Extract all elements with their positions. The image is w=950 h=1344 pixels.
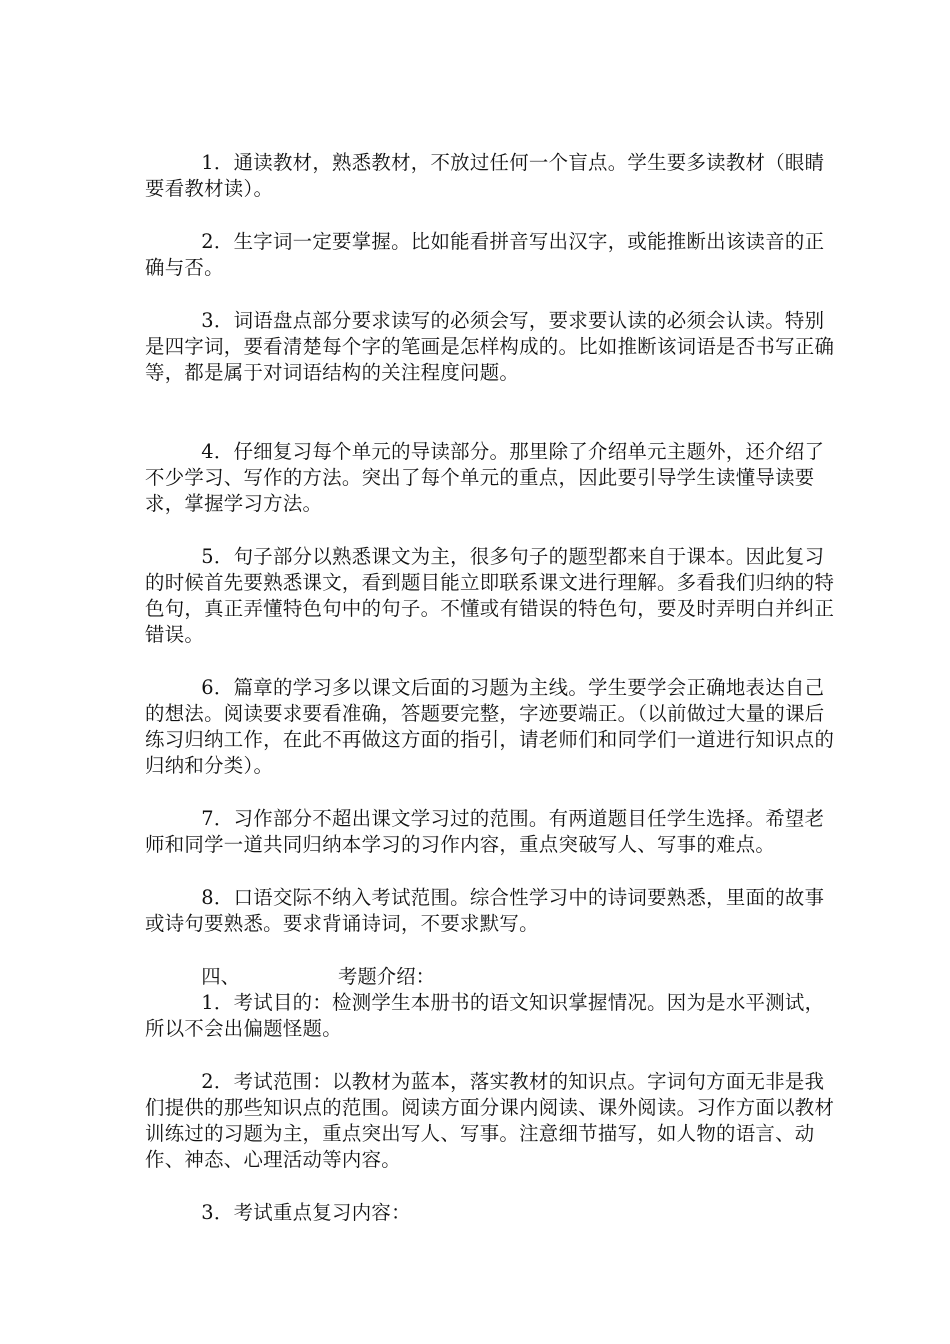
- paragraph-item-6: 6．篇章的学习多以课文后面的习题为主线。学生要学会正确地表达自己的想法。阅读要求要看准确，答题要完整，字迹要端正。（以前做过大量的课后练习归纳工作，在此不再做这方面的指引，请老师们和同学们一道进行知识点的归纳和分类）。: [145, 676, 835, 777]
- section-heading: [145, 964, 835, 990]
- exam-item-1: 1．考试目的：检测学生本册书的语文知识掌握情况。因为是水平测试，所以不会出偏题怪题。: [145, 991, 825, 1040]
- section-heading-title: 考题介绍：: [338, 965, 435, 988]
- section-heading-number: 四、: [201, 965, 241, 988]
- paragraph-item-5: 5．句子部分以熟悉课文为主，很多句子的题型都来自于课本。因此复习的时候首先要熟悉课文，看到题目能立即联系课文进行理解。多看我们归纳的特色句，真正弄懂特色句中的句子。不懂或有错误的特色句，要及时弄明白并纠正错误。: [145, 545, 835, 646]
- paragraph-item-2: 2．生字词一定要掌握。比如能看拼音写出汉字，或能推断出该读音的正确与否。: [145, 230, 825, 279]
- document-body: [145, 150, 835, 1226]
- paragraph-item-1: 1．通读教材，熟悉教材，不放过任何一个盲点。学生要多读教材（眼睛要看教材读）。: [145, 151, 825, 200]
- exam-item-2: 2．考试范围：以教材为蓝本，落实教材的知识点。字词句方面无非是我们提供的那些知识点的范围。阅读方面分课内阅读、课外阅读。习作方面以教材训练过的习题为主，重点突出写人、写事。注意细节描写，如人物的语言、动作、神态、心理活动等内容。: [145, 1070, 835, 1171]
- paragraph-item-3: 3．词语盘点部分要求读写的必须会写，要求要认读的必须会认读。特别是四字词，要看清楚每个字的笔画是怎样构成的。比如推断该词语是否书写正确等，都是属于对词语结构的关注程度问题。: [145, 309, 835, 384]
- paragraph-item-8: 8．口语交际不纳入考试范围。综合性学习中的诗词要熟悉，里面的故事或诗句要熟悉。要求背诵诗词，不要求默写。: [145, 886, 825, 935]
- exam-item-3: 3．考试重点复习内容：: [201, 1201, 411, 1224]
- paragraph-item-7: 7．习作部分不超出课文学习过的范围。有两道题目任学生选择。希望老师和同学一道共同归纳本学习的习作内容，重点突破写人、写事的难点。: [145, 807, 825, 856]
- paragraph-item-4: 4．仔细复习每个单元的导读部分。那里除了介绍单元主题外，还介绍了不少学习、写作的方法。突出了每个单元的重点，因此要引导学生读懂导读要求，掌握学习方法。: [145, 440, 825, 515]
